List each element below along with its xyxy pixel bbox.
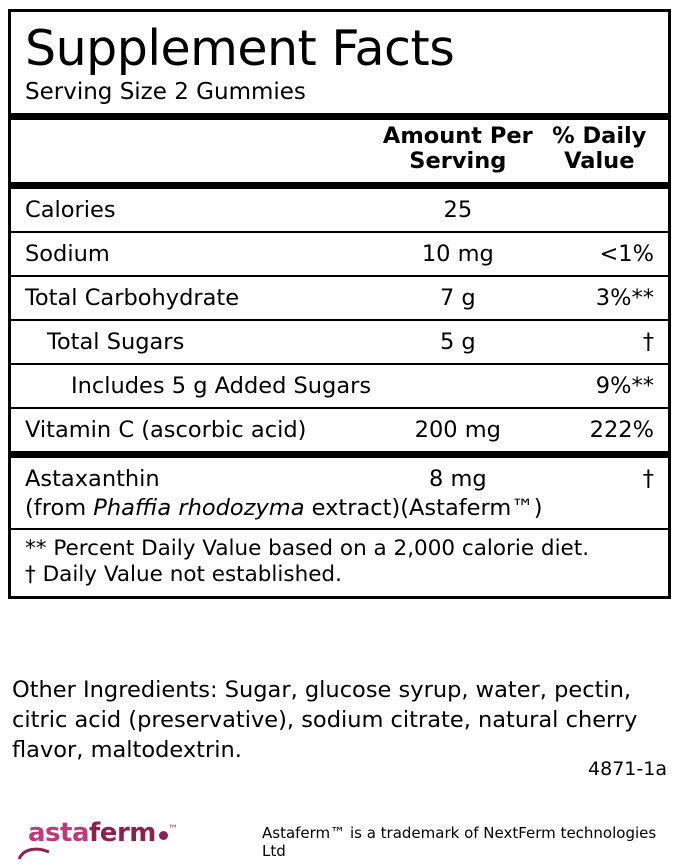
divider-thick-header <box>11 178 668 193</box>
nutrient-amount: 10 mg <box>421 240 494 267</box>
table-row <box>11 281 668 315</box>
footnote-daily-value: ** Percent Daily Value based on a 2,000 calorie diet. <box>25 535 590 561</box>
header-blank <box>11 120 371 178</box>
nutrient-dv: 9%** <box>595 372 654 399</box>
nutrient-name: Calories <box>25 196 116 223</box>
table-row <box>11 369 668 403</box>
nutrient-name: Sodium <box>25 240 110 267</box>
nutrient-dv: † <box>642 465 654 492</box>
source-organism: Phaffia rhodozyma <box>93 494 305 521</box>
nutrient-name: Total Carbohydrate <box>25 284 240 311</box>
nutrition-table <box>11 120 668 496</box>
table-header-row <box>11 120 668 178</box>
nutrient-dv <box>545 193 668 227</box>
nutrient-dv: 3%** <box>595 284 654 311</box>
divider-thick-mid <box>11 447 668 462</box>
table-row <box>11 193 668 227</box>
divider-thin <box>11 227 668 237</box>
nutrient-amount: 200 mg <box>414 416 501 443</box>
nutrient-dv: † <box>642 328 654 355</box>
rule <box>11 231 668 233</box>
table-row <box>11 237 668 271</box>
nutrient-amount: 25 <box>443 196 473 223</box>
nutrient-dv: 222% <box>589 416 654 443</box>
brand-name-part2: ferm <box>89 818 156 848</box>
source-prefix: (from <box>25 494 94 521</box>
nutrient-name: Includes 5 g Added Sugars <box>71 372 372 399</box>
divider-thin <box>11 271 668 281</box>
rule <box>11 363 668 365</box>
divider-thick-top <box>11 113 668 120</box>
nutrient-name: Total Sugars <box>47 328 185 355</box>
footnotes <box>11 530 668 596</box>
nutrient-amount <box>371 369 544 403</box>
trademark-note: Astaferm™ is a trademark of NextFerm technologies Ltd <box>262 824 657 860</box>
divider-thin <box>11 315 668 325</box>
brand-name-part1: asta <box>28 818 89 848</box>
header-amount-per-serving: Amount Per Serving <box>382 123 533 175</box>
nutrient-amount: 5 g <box>439 328 476 355</box>
header-percent-daily-value: % Daily Value <box>552 123 647 175</box>
other-ingredients-text: Other Ingredients: Sugar, glucose syrup, water, pectin, citric acid (preservative), sodium citrate, natural cherry flavor, maltodextrin. <box>12 677 638 763</box>
rule <box>11 275 668 277</box>
brand-dot-icon <box>159 831 168 840</box>
serving-size-text: Serving Size 2 Gummies <box>25 79 306 105</box>
brand-swirl-icon <box>18 846 52 862</box>
divider-thin <box>11 403 668 413</box>
footnote-dagger: † Daily Value not established. <box>25 562 342 588</box>
table-row <box>11 462 668 496</box>
supplement-facts-panel <box>8 9 671 599</box>
source-suffix: extract)(Astaferm™) <box>304 494 543 521</box>
nutrient-name: Astaxanthin <box>25 465 160 492</box>
table-row <box>11 413 668 447</box>
brand-footer <box>0 812 679 867</box>
page-title: Supplement Facts <box>25 20 455 77</box>
rule <box>11 407 668 409</box>
nutrient-name: Vitamin C (ascorbic acid) <box>25 416 307 443</box>
label-code: 4871-1a <box>588 758 667 780</box>
table-row <box>11 325 668 359</box>
rule <box>11 319 668 321</box>
nutrient-dv: <1% <box>599 240 654 267</box>
nutrient-amount: 8 mg <box>428 465 487 492</box>
nutrient-amount: 7 g <box>439 284 476 311</box>
divider-thin <box>11 359 668 369</box>
rule <box>11 451 668 458</box>
astaxanthin-source-note <box>11 496 668 528</box>
rule <box>11 182 668 189</box>
brand-logo <box>28 818 177 848</box>
brand-trademark-symbol: ™ <box>167 824 178 835</box>
